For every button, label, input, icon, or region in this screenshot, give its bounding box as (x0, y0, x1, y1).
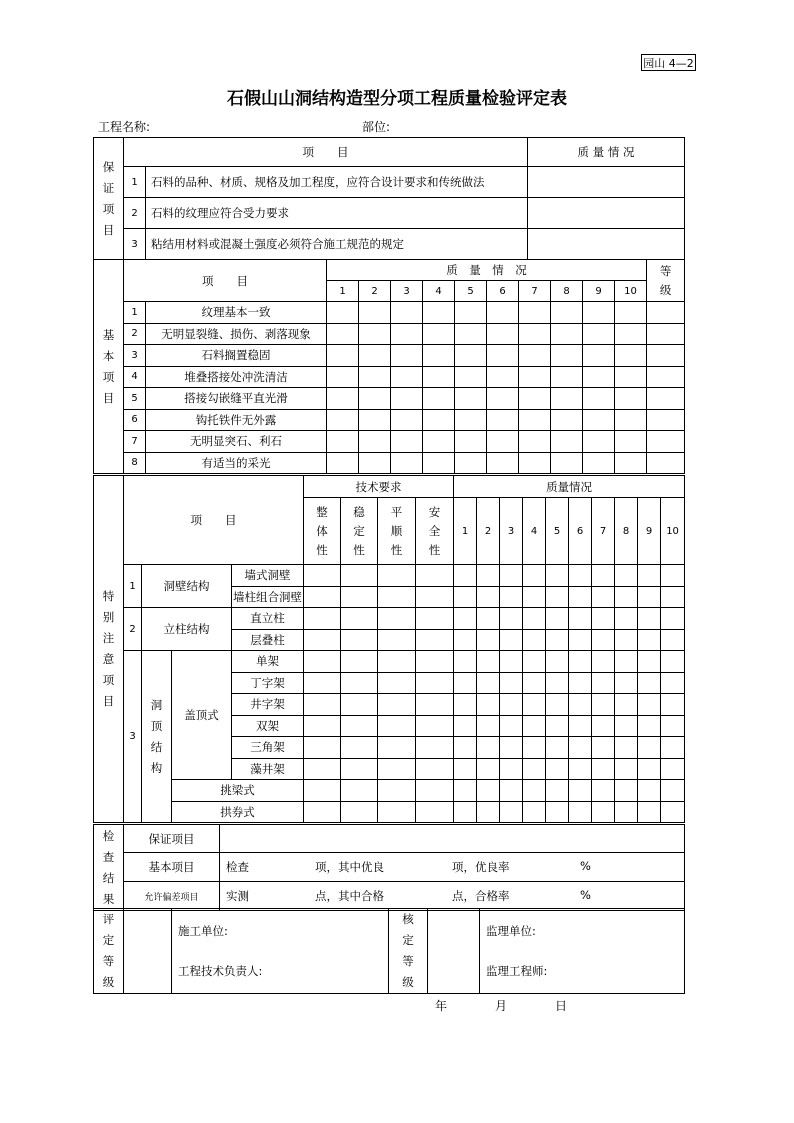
sub-item: 直立柱 (232, 608, 304, 630)
col-number: 6 (569, 498, 592, 565)
row-number: 7 (124, 431, 146, 453)
basic-item: 石料搁置稳固 (146, 345, 327, 367)
group-label: 洞 顶 结 构 (142, 651, 172, 823)
check-basic-value[interactable] (220, 853, 685, 882)
supervision-cell[interactable] (480, 909, 685, 994)
row-number: 2 (124, 608, 142, 651)
col-number: 4 (523, 498, 546, 565)
row-number: 3 (124, 229, 146, 260)
supervision-unit-label: 监理单位: (486, 924, 536, 938)
row-number: 6 (124, 409, 146, 431)
col-number: 10 (661, 498, 685, 565)
construction-unit-cell[interactable] (172, 909, 389, 994)
col-number: 2 (359, 281, 391, 302)
check-guarantee-label: 保证项目 (124, 825, 220, 853)
sub-item: 双架 (232, 715, 304, 737)
row-number: 1 (124, 565, 142, 608)
date-month: 月 (495, 999, 508, 1013)
guarantee-head-item: 项 目 (124, 138, 528, 167)
row-number: 2 (124, 323, 146, 345)
guarantee-item: 粘结用材料或混凝土强度必须符合施工规范的规定 (146, 229, 528, 260)
row-number: 8 (124, 452, 146, 474)
rating-side-label: 评 定 等 级 (94, 909, 124, 994)
tech-col-stability: 稳 定 性 (341, 498, 378, 565)
rating-grade-cell[interactable] (124, 909, 172, 994)
page-title: 石假山山洞结构造型分项工程质量检验评定表 (227, 89, 567, 109)
check-table (93, 824, 685, 911)
row-number: 1 (124, 167, 146, 198)
quality-cell[interactable] (528, 198, 685, 229)
col-number: 8 (551, 281, 583, 302)
group-label: 立柱结构 (142, 608, 232, 651)
supervisor-label: 监理工程师: (486, 964, 548, 978)
col-number: 5 (546, 498, 569, 565)
group-label: 洞壁结构 (142, 565, 232, 608)
basic-item: 纹理基本一致 (146, 302, 327, 324)
guarantee-side-label: 保 证 项 目 (94, 138, 124, 260)
location-label: 部位: (362, 120, 391, 134)
basic-rate-text: 项，优良率 (452, 860, 510, 874)
check-tolerance-label: 允许偏差项目 (124, 882, 220, 911)
special-side-label: 特 别 注 意 项 目 (94, 476, 124, 823)
sub-item: 单架 (232, 651, 304, 673)
quality-cell[interactable] (528, 229, 685, 260)
col-number: 5 (455, 281, 487, 302)
basic-item: 无明显裂缝、损伤、剥落现象 (146, 323, 327, 345)
row-number: 1 (124, 302, 146, 324)
col-number: 4 (423, 281, 455, 302)
date-day: 日 (555, 999, 568, 1013)
tech-col-smoothness: 平 顺 性 (378, 498, 416, 565)
special-head-quality: 质量情况 (454, 476, 685, 498)
check-guarantee-value[interactable] (220, 825, 685, 853)
basic-head-quality: 质 量 情 况 (327, 260, 647, 281)
col-number: 1 (327, 281, 359, 302)
check-basic-label: 基本项目 (124, 853, 220, 882)
doc-code: 园山 4—2 (641, 54, 696, 71)
basic-item: 有适当的采光 (146, 452, 327, 474)
check-tolerance-value[interactable] (220, 882, 685, 911)
sub-item: 井字架 (232, 694, 304, 716)
sub-item: 层叠柱 (232, 629, 304, 651)
project-name-label: 工程名称: (98, 120, 151, 134)
basic-side-label: 基 本 项 目 (94, 260, 124, 474)
col-number: 7 (519, 281, 551, 302)
verify-side-label: 核 定 等 级 (389, 909, 428, 994)
sub-group-label: 盖顶式 (172, 651, 232, 780)
basic-item: 无明显突石、利石 (146, 431, 327, 453)
tech-lead-label: 工程技术负责人: (178, 964, 263, 978)
sub-item: 拱券式 (172, 801, 304, 823)
percent-sign: % (580, 859, 591, 873)
special-head-tech: 技术要求 (304, 476, 454, 498)
col-number: 7 (592, 498, 615, 565)
col-number: 9 (583, 281, 615, 302)
sub-item: 墙式洞壁 (232, 565, 304, 587)
construction-unit-label: 施工单位: (178, 924, 228, 938)
basic-head-item: 项 目 (124, 260, 327, 302)
basic-table (93, 259, 685, 474)
basic-head-grade: 等 级 (647, 260, 685, 302)
tolerance-measure-text: 实测 (226, 889, 249, 903)
row-number: 3 (124, 651, 142, 823)
special-table (93, 475, 685, 823)
special-head-item: 项 目 (124, 476, 304, 565)
col-number: 1 (454, 498, 477, 565)
guarantee-item: 石料的品种、材质、规格及加工程度，应符合设计要求和传统做法 (146, 167, 528, 198)
row-number: 3 (124, 345, 146, 367)
verify-grade-cell[interactable] (428, 909, 480, 994)
col-number: 10 (615, 281, 647, 302)
col-number: 2 (477, 498, 500, 565)
col-number: 3 (391, 281, 423, 302)
basic-item: 搭接勾嵌缝平直光滑 (146, 388, 327, 410)
sub-item: 墙柱组合洞壁 (232, 586, 304, 608)
percent-sign: % (580, 888, 591, 902)
basic-item: 堆叠搭接处冲洗清洁 (146, 366, 327, 388)
check-side-label: 检 查 结 果 (94, 825, 124, 911)
basic-check-text: 检查 (226, 860, 249, 874)
tech-col-integrity: 整 体 性 (304, 498, 341, 565)
guarantee-head-quality: 质 量 情 况 (528, 138, 685, 167)
sub-item: 藻井架 (232, 758, 304, 780)
row-number: 5 (124, 388, 146, 410)
col-number: 3 (500, 498, 523, 565)
tolerance-pass-text: 点，其中合格 (315, 889, 384, 903)
quality-cell[interactable] (528, 167, 685, 198)
basic-item: 钩托铁件无外露 (146, 409, 327, 431)
guarantee-table (93, 137, 685, 260)
sub-item: 丁字架 (232, 672, 304, 694)
basic-excellent-text: 项，其中优良 (315, 860, 384, 874)
date-year: 年 (435, 999, 448, 1013)
row-number: 2 (124, 198, 146, 229)
guarantee-item: 石料的纹理应符合受力要求 (146, 198, 528, 229)
col-number: 8 (615, 498, 638, 565)
sub-item: 挑梁式 (172, 780, 304, 802)
col-number: 6 (487, 281, 519, 302)
sub-item: 三角架 (232, 737, 304, 759)
rating-table (93, 908, 685, 994)
row-number: 4 (124, 366, 146, 388)
tech-col-safety: 安 全 性 (416, 498, 454, 565)
tolerance-rate-text: 点，合格率 (452, 889, 510, 903)
col-number: 9 (638, 498, 661, 565)
